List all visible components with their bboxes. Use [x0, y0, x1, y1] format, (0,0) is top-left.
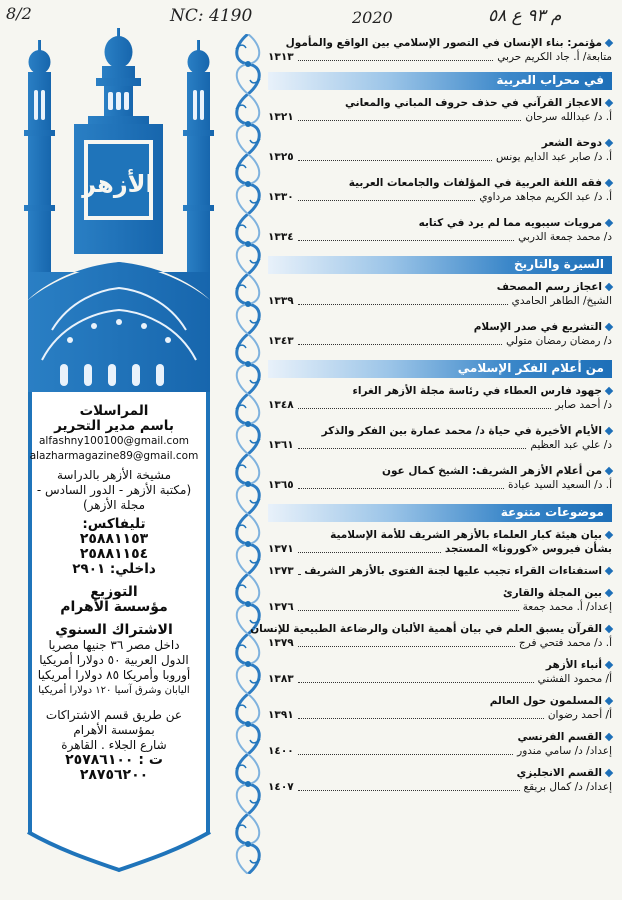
sidebar-line: المراسلات	[79, 403, 149, 419]
decorative-arabesque-border	[228, 34, 268, 874]
toc-entry-author: الشيخ/ الطاهر الحامدي	[511, 295, 612, 307]
toc-page-number: ١٣٣٤	[268, 231, 294, 243]
handwritten-note-year: 2020	[352, 8, 393, 27]
section-header	[268, 72, 612, 90]
toc-entry-author-row	[268, 230, 612, 244]
toc-entry-author-row	[268, 708, 612, 722]
toc-entry-author-row	[268, 190, 612, 204]
toc-entry-title: جهود فارس العطاء في رئاسة مجلة الأزهر الغراء	[268, 384, 612, 398]
toc-page-number: ١٣٣٠	[268, 191, 294, 203]
toc-page-number: ١٣٤٨	[268, 399, 294, 411]
toc-entry	[268, 384, 612, 412]
toc-entry	[268, 136, 612, 164]
toc-entry-author: أ. د/ محمد فتحي فرج	[518, 637, 612, 649]
toc-entry-title-text: استفتاءات القراء تجيب عليها لجنة الفتوى بالأزهر الشريف	[304, 565, 602, 577]
toc-entry-title: اعجاز رسم المصحف	[268, 280, 612, 294]
toc-entry	[268, 766, 612, 794]
toc-entry-title: بيان هيئة كبار العلماء بالأزهر الشريف للأمة الإسلامية	[268, 528, 612, 542]
toc-entry-author: إعداد/ د/ كمال بريقع	[523, 781, 612, 793]
toc-page-number: ١٣٢١	[268, 111, 294, 123]
toc-entry-author: إعداد/ د/ سامي مندور	[517, 745, 612, 757]
toc-entry	[250, 622, 612, 650]
toc-entry	[268, 96, 612, 124]
toc-entry-title: دوحة الشعر	[268, 136, 612, 150]
toc-entry	[268, 464, 612, 492]
section-title: في محراب العربية	[496, 73, 604, 87]
toc-entry	[268, 658, 612, 686]
sidebar-line: باسم مدير التحرير	[54, 418, 174, 434]
toc-entry	[268, 320, 612, 348]
toc-entry-author-row	[268, 600, 612, 614]
dome	[28, 262, 210, 392]
sidebar-line: مؤسسة الأهرام	[60, 599, 168, 615]
section-title: السيرة والتاريخ	[514, 257, 604, 271]
toc-page-number: ١٣٣٩	[268, 295, 294, 307]
toc-entry-title: الاعجاز القرآني في حذف حروف المباني والمعاني	[268, 96, 612, 110]
toc-entry-author-row	[268, 150, 612, 164]
toc-entry-author: أ/ أحمد رضوان	[547, 709, 612, 721]
toc-entry-author-row	[268, 542, 612, 556]
sidebar-line: التوزيع	[90, 584, 138, 600]
toc-entry-author: د/ علي عبد العظيم	[530, 439, 612, 451]
toc-entry-author-row	[268, 398, 612, 412]
toc-entry-author-row	[268, 478, 612, 492]
contact-info-block	[8, 404, 220, 783]
toc-entry-author-row	[268, 672, 612, 686]
toc-entry-title: مرويات سيبويه مما لم يرد في كتابه	[268, 216, 612, 230]
toc-entry-title: القسم الانجليزي	[268, 766, 612, 780]
table-of-contents	[250, 36, 612, 802]
toc-page-number: ١٣٦١	[268, 439, 294, 451]
toc-entry	[268, 564, 612, 578]
section-header	[268, 504, 612, 522]
sidebar-panel	[0, 0, 228, 900]
sidebar-line[interactable]: alazharmagazine89@gmail.com	[29, 450, 199, 462]
sidebar-line: اليابان وشرق آسيا ١٢٠ دولارا أمريكيا	[38, 685, 190, 696]
toc-entry	[268, 424, 612, 452]
sidebar-line: ٢٥٨٨١١٥٣	[79, 531, 149, 547]
toc-entry	[268, 280, 612, 308]
toc-entry-author: د/ محمد جمعة الدربي	[518, 231, 612, 243]
toc-page-number: ١٤٠٠	[268, 745, 294, 757]
toc-page-number: ١٤٠٧	[268, 781, 294, 793]
toc-entry-author: أ. د/ صابر عبد الدايم يونس	[495, 151, 612, 163]
toc-page-number: ١٣١٣	[268, 51, 294, 63]
sidebar-line: ٢٨٧٥٦٢٠٠	[79, 767, 149, 783]
section-title: موضوعات متنوعة	[500, 505, 604, 519]
handwritten-note-issue: م ٩٣ ع ٥٨	[488, 6, 562, 26]
toc-entry	[268, 694, 612, 722]
sidebar-line: ت : ٢٥٧٨٦١٠٠	[65, 752, 163, 768]
toc-entry-title	[268, 564, 612, 578]
toc-entry-author: أ. د/ السعيد السيد عبادة	[507, 479, 612, 491]
sidebar-line[interactable]: alfashny100100@gmail.com	[39, 435, 189, 447]
toc-entry	[268, 730, 612, 758]
toc-entry-title: فقه اللغة العربية في المؤلفات والجامعات العربية	[268, 176, 612, 190]
sidebar-line: بمؤسسة الأهرام	[73, 723, 155, 737]
toc-page-number: ١٣٧١	[268, 543, 294, 555]
left-tower	[24, 40, 55, 272]
toc-entry-title: أنباء الأزهر	[268, 658, 612, 672]
toc-entry-author: أ/ محمود الفشني	[537, 673, 612, 685]
sidebar-line: عن طريق قسم الاشتراكات	[45, 708, 183, 722]
toc-entry-title: المسلمون حول العالم	[268, 694, 612, 708]
toc-entry-title: القرآن يسبق العلم في بيان أهمية الألبان والرضاعة الطبيعية للإنسان	[268, 622, 612, 636]
sidebar-line: أوروبا وأمريكا ٨٥ دولارا أمريكيا	[37, 668, 191, 682]
sidebar-line: مشيخة الأزهر بالدراسة	[56, 468, 172, 482]
toc-page-number: ١٣٧٣	[268, 565, 294, 577]
toc-entry-author: أ. د/ عبد الكريم مجاهد مرداوي	[479, 191, 612, 203]
toc-page-number: ١٣٢٥	[268, 151, 294, 163]
toc-entry	[268, 36, 612, 64]
toc-entry-author-row	[268, 110, 612, 124]
toc-entry-title: مؤتمر: بناء الإنسان في التصور الإسلامي بين الواقع والمأمول	[268, 36, 612, 50]
toc-page-number: ١٣٧٩	[268, 637, 294, 649]
toc-page-number: ١٣٤٣	[268, 335, 294, 347]
toc-entry-author-row	[268, 780, 612, 794]
toc-entry-author-row	[268, 636, 612, 650]
sidebar-line: الاشتراك السنوي	[55, 622, 173, 638]
section-header	[268, 360, 612, 378]
toc-entry-author-row	[268, 334, 612, 348]
toc-entry-author: أ. د/ عبدالله سرحان	[525, 111, 612, 123]
sidebar-line: داخل مصر ٣٦ جنيها مصريا	[48, 638, 180, 652]
sidebar-line: داخلي: ٢٩٠١	[72, 561, 156, 577]
sidebar-line: ٢٥٨٨١١٥٤	[79, 546, 149, 562]
toc-entry	[268, 528, 612, 556]
toc-page-number: ١٣٩١	[268, 709, 294, 721]
toc-entry-title: التشريع في صدر الإسلام	[268, 320, 612, 334]
toc-entry-author-row	[268, 744, 612, 758]
sidebar-line: مجلة الأزهر)	[83, 498, 145, 512]
toc-entry-author-row	[268, 50, 612, 64]
logo-text: الأزهر	[82, 170, 154, 198]
toc-entry-author: إعداد/ أ. محمد جمعة	[522, 601, 612, 613]
toc-entry-author: د/ أحمد صابر	[555, 399, 612, 411]
sidebar-line: شارع الجلاء . القاهرة	[61, 738, 167, 752]
handwritten-note-fraction: 8/2	[6, 4, 32, 23]
toc-entry-title: من أعلام الأزهر الشريف: الشيخ كمال عون	[268, 464, 612, 478]
toc-entry	[268, 176, 612, 204]
sidebar-line: الدول العربية ٥٠ دولارا أمريكيا	[39, 653, 189, 667]
toc-page-number: ١٣٨٣	[268, 673, 294, 685]
handwritten-note-code: NC: 4190	[170, 6, 253, 26]
toc-entry-title: الأيام الأخيرة في حياة د/ محمد عمارة بين الفكر والذكر	[268, 424, 612, 438]
toc-entry-title: بين المجلة والقارئ	[268, 586, 612, 600]
right-tower	[183, 40, 214, 272]
sidebar-line: (مكتبة الأزهر - الدور السادس -	[36, 483, 192, 497]
toc-entry	[268, 586, 612, 614]
toc-page-number: ١٣٦٥	[268, 479, 294, 491]
toc-page-number: ١٣٧٦	[268, 601, 294, 613]
section-title: من أعلام الفكر الإسلامي	[457, 361, 604, 375]
toc-entry-author: متابعة/ أ. جاد الكريم حربي	[497, 51, 612, 63]
section-header	[268, 256, 612, 274]
toc-entry-title: القسم الفرنسي	[268, 730, 612, 744]
toc-entry	[268, 216, 612, 244]
toc-entry-author: د/ رمضان رمضان متولي	[506, 335, 612, 347]
toc-entry-title-continuation: بشأن فيروس «كورونا» المستجد	[444, 543, 612, 555]
sidebar-line: تليفاكس:	[82, 516, 146, 532]
toc-entry-author-row	[268, 294, 612, 308]
toc-entry-author-row	[268, 438, 612, 452]
